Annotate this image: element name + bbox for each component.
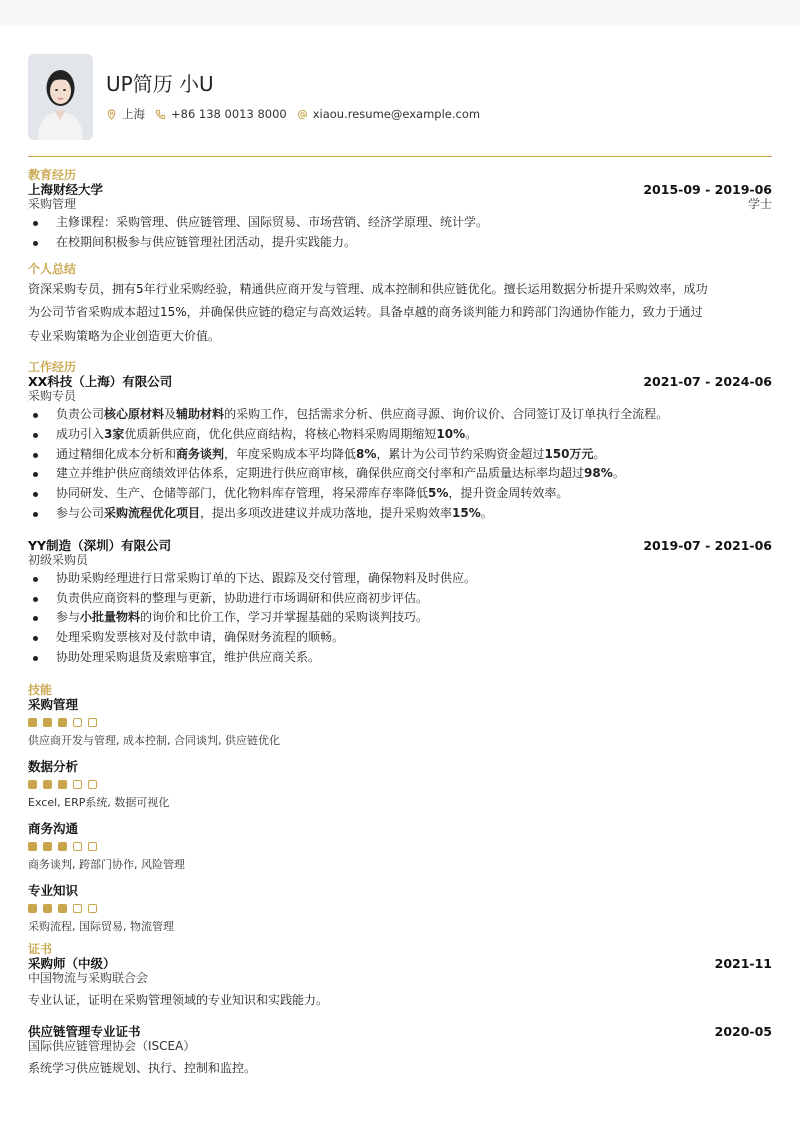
list-item <box>28 405 772 425</box>
list-item <box>28 484 772 504</box>
cert-org: 国际供应链管理协会（ISCEA） <box>28 1038 196 1053</box>
highlight-text: 小批量物料 <box>80 610 141 625</box>
duty-text: ，年度采购成本平均降低 <box>224 446 357 461</box>
highlight-text: 3家 <box>104 426 125 441</box>
skill-desc: 采购流程, 国际贸易, 物流管理 <box>28 919 174 933</box>
skill-desc: Excel, ERP系统, 数据可视化 <box>28 795 170 809</box>
level-dot-filled <box>58 904 67 913</box>
skill-name: 采购管理 <box>28 696 79 712</box>
cert-header <box>28 956 772 971</box>
contact-location <box>106 106 145 122</box>
duty-text: 协助采购经理进行日常采购订单的下达、跟踪及交付管理，确保物料及时供应。 <box>56 570 477 585</box>
level-dot-empty <box>73 718 82 727</box>
job-role: 初级采购员 <box>28 552 89 567</box>
list-item <box>28 569 772 589</box>
list-item <box>28 445 772 465</box>
job-date: 2019-07 - 2021-06 <box>643 537 772 553</box>
highlight-text: 5% <box>428 486 449 501</box>
profile-header <box>28 54 490 140</box>
skill-name: 数据分析 <box>28 758 79 774</box>
cert-desc: 系统学习供应链规划、执行、控制和监控。 <box>28 1060 257 1075</box>
skills-list <box>28 697 772 934</box>
duty-text: 参与公司 <box>56 506 105 521</box>
cert-date: 2021-11 <box>714 955 772 971</box>
level-dot-empty <box>88 904 97 913</box>
cert-header <box>28 1024 772 1039</box>
education-sub <box>28 197 772 211</box>
duty-text: ，提出多项改进建议并成功落地，提升采购效率 <box>200 506 453 521</box>
list-item <box>28 589 772 609</box>
duty-text: 通过精细化成本分析和 <box>56 446 177 461</box>
cert-entry <box>28 956 772 1007</box>
skill-name: 商务沟通 <box>28 820 79 836</box>
job-header <box>28 538 772 553</box>
duty-text: 负责供应商资料的整理与更新，协助进行市场调研和供应商初步评估。 <box>56 590 429 605</box>
header-divider <box>28 156 772 157</box>
list-item: 主修课程：采购管理、供应链管理、国际贸易、市场营销、经济学原理、统计学。 <box>28 213 772 233</box>
contact-phone <box>155 107 287 121</box>
level-dot-filled <box>58 718 67 727</box>
level-dot-empty <box>73 780 82 789</box>
skill-level-dots <box>28 780 772 789</box>
skill-item <box>28 759 772 810</box>
education-date: 2015-09 - 2019-06 <box>643 182 772 197</box>
company-name: XX科技（上海）有限公司 <box>28 374 173 390</box>
degree: 学士 <box>747 197 772 211</box>
skills-section <box>28 683 772 934</box>
level-dot-filled <box>43 718 52 727</box>
highlight-text: 商务谈判 <box>176 446 225 461</box>
cert-name: 采购师（中级） <box>28 955 116 971</box>
resume-content <box>28 168 772 1075</box>
duty-text: 建立并维护供应商绩效评估体系，定期进行供应商审核，确保供应商交付率和产品质量达标率均超过 <box>56 466 585 481</box>
section-title: 技能 <box>28 682 53 697</box>
phone-text: +86 138 0013 8000 <box>171 107 287 121</box>
cert-org: 中国物流与采购联合会 <box>28 970 149 985</box>
education-list <box>28 213 772 253</box>
level-dot-empty <box>88 718 97 727</box>
duty-text: 及 <box>164 407 177 422</box>
list-item <box>28 464 772 484</box>
list-item <box>28 648 772 668</box>
school-name: 上海财经大学 <box>28 182 104 197</box>
location-text: 上海 <box>122 107 145 121</box>
work-section <box>28 360 772 668</box>
major: 采购管理 <box>28 197 77 211</box>
level-dot-empty <box>73 904 82 913</box>
skill-name: 专业知识 <box>28 882 79 898</box>
skill-item <box>28 697 772 748</box>
highlight-text: 辅助材料 <box>176 407 225 422</box>
level-dot-filled <box>43 780 52 789</box>
list-item <box>28 628 772 648</box>
highlight-text: 150万元 <box>544 446 594 461</box>
level-dot-filled <box>43 842 52 851</box>
duty-text: ，提升资金周转效率。 <box>448 486 569 501</box>
job-duties <box>28 569 772 668</box>
duty-text: ，累计为公司节约采购资金超过 <box>376 446 545 461</box>
level-dot-filled <box>58 780 67 789</box>
duty-text: 的采购工作，包括需求分析、供应商寻源、询价议价、合同签订及订单执行全流程。 <box>224 407 669 422</box>
email-icon <box>297 109 308 120</box>
job-role: 采购专员 <box>28 389 77 404</box>
summary-text <box>28 278 772 349</box>
level-dot-empty <box>88 780 97 789</box>
certs-section <box>28 942 772 1075</box>
job-entry <box>28 538 772 668</box>
section-title: 工作经历 <box>28 360 77 375</box>
avatar <box>28 54 93 140</box>
summary-line: 专业采购策略为企业创造更大价值。 <box>28 328 221 343</box>
summary-section <box>28 262 772 349</box>
highlight-text: 采购流程优化项目 <box>104 506 201 521</box>
highlight-text: 10% <box>436 426 466 441</box>
location-icon <box>106 109 117 120</box>
phone-icon <box>155 109 166 120</box>
duty-text: 成功引入 <box>56 426 105 441</box>
highlight-text: 98% <box>584 466 613 481</box>
candidate-name: UP简历 小U <box>106 72 214 96</box>
section-title: 证书 <box>28 941 53 956</box>
profile-info <box>106 72 490 122</box>
skill-level-dots <box>28 842 772 851</box>
education-header <box>28 182 772 197</box>
level-dot-filled <box>58 842 67 851</box>
skill-item <box>28 821 772 872</box>
skill-item <box>28 883 772 934</box>
skill-level-dots <box>28 718 772 727</box>
duty-text: 。 <box>480 506 493 521</box>
list-item: 在校期间积极参与供应链管理社团活动，提升实践能力。 <box>28 233 772 253</box>
email-text[interactable]: xiaou.resume@example.com <box>312 107 481 121</box>
level-dot-empty <box>73 842 82 851</box>
duty-text: 协同研发、生产、仓储等部门，优化物料库存管理，将呆滞库存率降低 <box>56 486 429 501</box>
skill-level-dots <box>28 904 772 913</box>
duty-text: 负责公司 <box>56 407 105 422</box>
skill-desc: 供应商开发与管理, 成本控制, 合同谈判, 供应链优化 <box>28 733 280 747</box>
level-dot-filled <box>28 780 37 789</box>
section-title: 个人总结 <box>28 261 77 276</box>
duty-text: 。 <box>612 466 625 481</box>
duty-text: 的询价和比价工作，学习并掌握基础的采购谈判技巧。 <box>140 610 429 625</box>
highlight-text: 15% <box>452 506 481 521</box>
level-dot-filled <box>28 842 37 851</box>
level-dot-filled <box>43 904 52 913</box>
company-name: YY制造（深圳）有限公司 <box>28 537 172 553</box>
contact-email[interactable] <box>297 107 480 121</box>
list-item <box>28 504 772 524</box>
cert-name: 供应链管理专业证书 <box>28 1023 141 1039</box>
duty-text: 协助处理采购退货及索赔事宜，维护供应商关系。 <box>56 650 321 665</box>
duty-text: 。 <box>593 446 606 461</box>
job-date: 2021-07 - 2024-06 <box>643 374 772 390</box>
cert-desc: 专业认证，证明在采购管理领域的专业知识和实践能力。 <box>28 992 329 1007</box>
level-dot-filled <box>28 904 37 913</box>
duty-text: 参与 <box>56 610 81 625</box>
section-title: 教育经历 <box>28 168 77 182</box>
list-item <box>28 608 772 628</box>
level-dot-empty <box>88 842 97 851</box>
cert-entry <box>28 1024 772 1075</box>
summary-line: 资深采购专员，拥有5年行业采购经验，精通供应商开发与管理、成本控制和供应链优化。擅长运用数据分析提升采购效率，成功 <box>28 281 708 296</box>
list-item <box>28 425 772 445</box>
cert-date: 2020-05 <box>714 1023 772 1039</box>
level-dot-filled <box>28 718 37 727</box>
skill-desc: 商务谈判, 跨部门协作, 风险管理 <box>28 857 185 871</box>
duty-text: 优质新供应商，优化供应商结构，将核心物料采购周期缩短 <box>124 426 437 441</box>
summary-line: 为公司节省采购成本超过15%，并确保供应链的稳定与高效运转。具备卓越的商务谈判能力和跨部门沟通协作能力，致力于通过 <box>28 305 703 320</box>
top-band <box>0 0 800 26</box>
highlight-text: 8% <box>356 446 377 461</box>
highlight-text: 核心原材料 <box>104 407 165 422</box>
duty-text: 。 <box>465 426 478 441</box>
duty-text: 处理采购发票核对及付款申请，确保财务流程的顺畅。 <box>56 630 345 645</box>
job-entry <box>28 374 772 524</box>
education-section <box>28 168 772 253</box>
job-duties <box>28 405 772 524</box>
job-header <box>28 374 772 389</box>
contact-row <box>106 106 490 122</box>
